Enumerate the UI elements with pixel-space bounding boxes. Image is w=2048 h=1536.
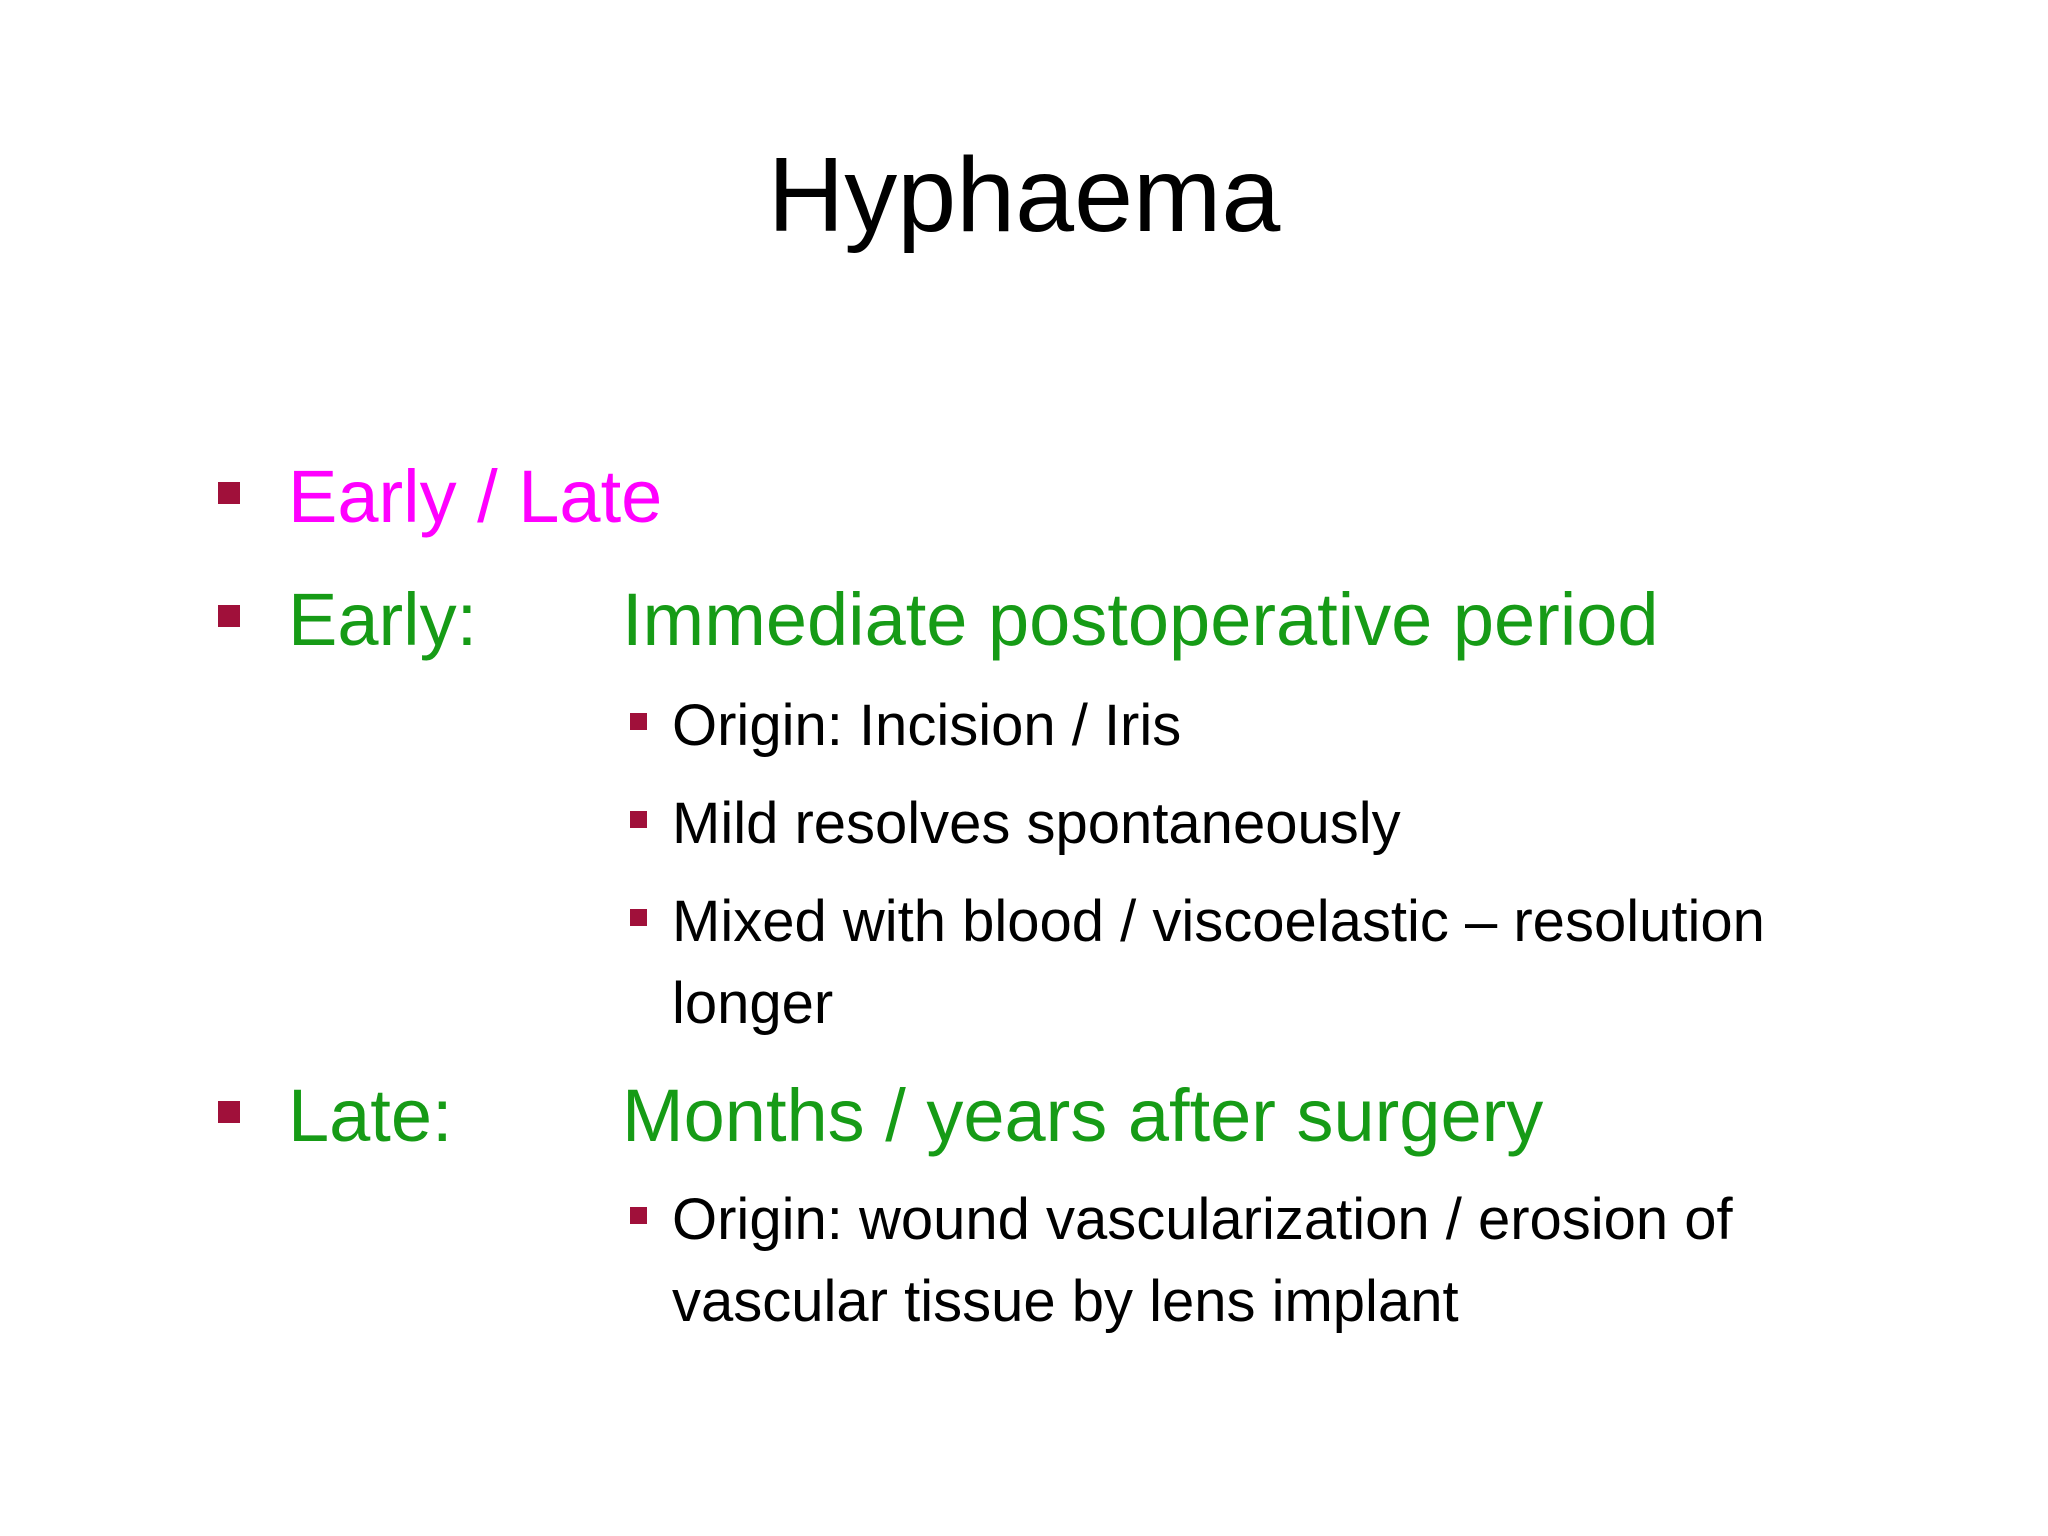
sub-item-mixed-line1: Mixed with blood / viscoelastic – resolution: [672, 889, 1765, 954]
bullet-icon: [218, 1101, 240, 1123]
sub-item-mixed-line2: longer: [672, 971, 834, 1036]
early-detail: Immediate postoperative period: [622, 578, 1659, 661]
sub-bullet-icon: [630, 909, 647, 926]
bullet-icon: [218, 605, 240, 627]
sub-bullet-icon: [630, 713, 647, 730]
bullet-early-late: Early / Late: [288, 455, 663, 538]
bullet-icon: [218, 482, 240, 504]
slide-title: Hyphaema: [767, 136, 1281, 254]
sub-item-origin-early: Origin: Incision / Iris: [672, 693, 1182, 758]
early-label: Early:: [288, 578, 478, 661]
sub-item-mild: Mild resolves spontaneously: [672, 791, 1401, 856]
late-label: Late:: [288, 1074, 453, 1157]
sub-item-origin-late-line1: Origin: wound vascularization / erosion of: [672, 1187, 1733, 1252]
late-detail: Months / years after surgery: [622, 1074, 1544, 1157]
sub-bullet-icon: [630, 811, 647, 828]
sub-bullet-icon: [630, 1207, 647, 1224]
sub-item-origin-late-line2: vascular tissue by lens implant: [672, 1269, 1459, 1334]
